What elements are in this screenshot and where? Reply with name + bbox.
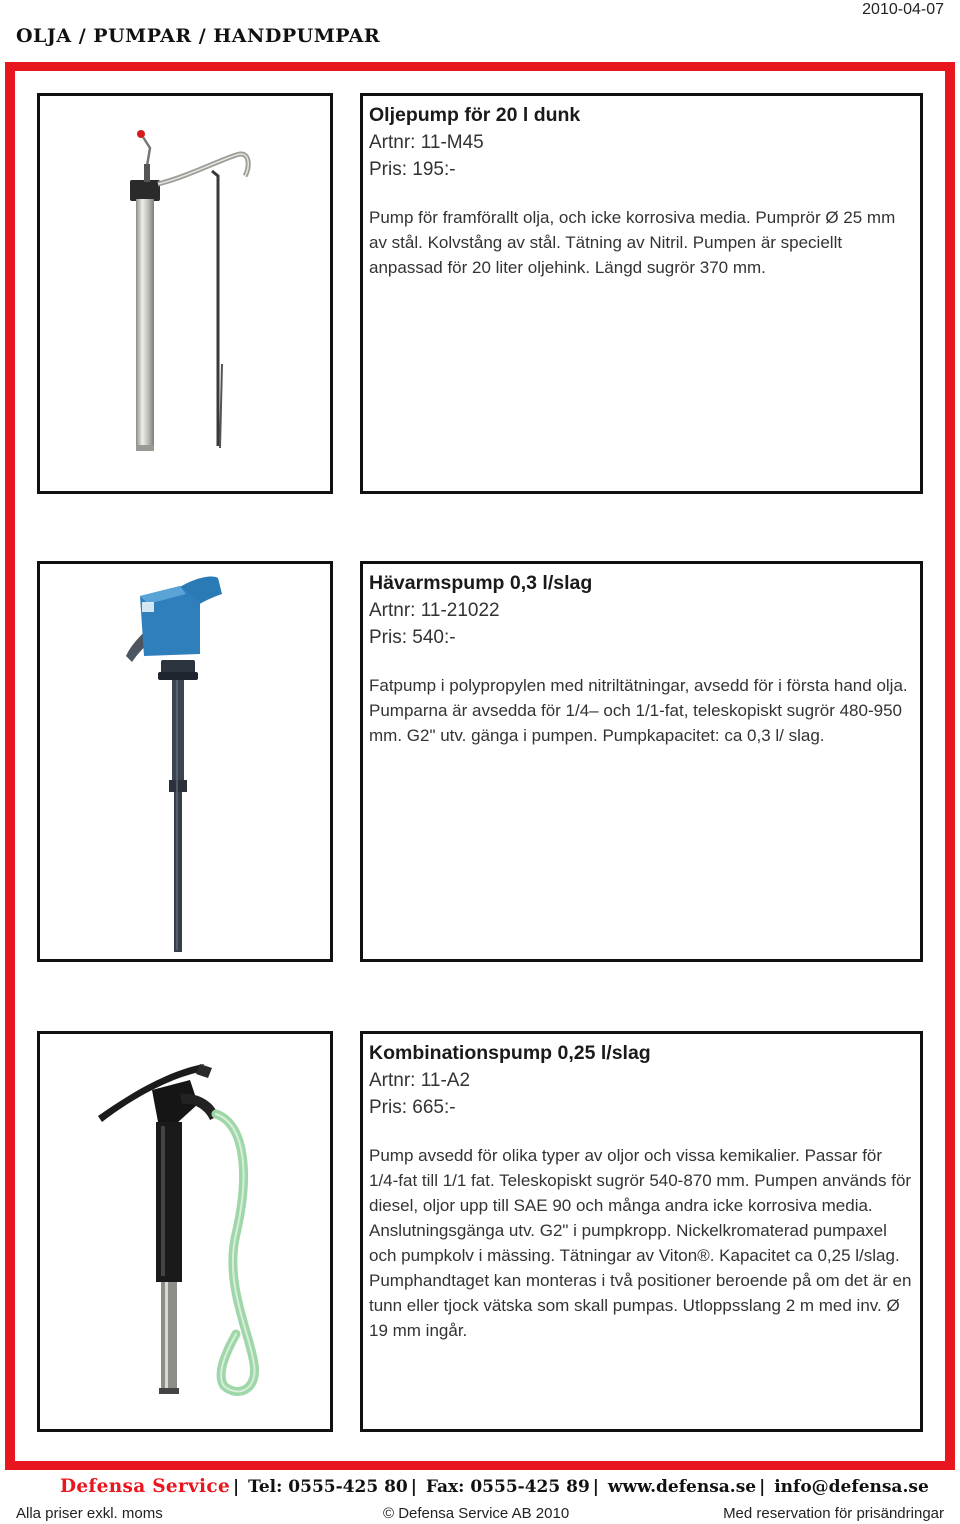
copyright: © Defensa Service AB 2010 [383,1505,570,1522]
product-name: Oljepump för 20 l dunk [369,104,581,126]
separator: | [759,1477,766,1497]
product-3-image-box [37,1031,333,1432]
price: Pris: 540:- [369,627,456,648]
product-description: Pump avsedd för olika typer av oljor och vissa kemikalier. Passar för 1/4-fat till 1/1 fat. Teleskopiskt sugrör 540-870 mm. Pumpen används för diesel, oljor upp till SAE 90 och många andra icke korrosiva media. Anslutningsgänga utv. G2" i pumpkropp. Nickelkromaterad pumpaxel och pumpkolv i mässing. Tätningar av Viton®. Kapacitet ca 0,25 l/slag. Pumphandtaget kan monteras i två positioner beroende på om det är en tunn eller tjock vätska som skall pumpas. Utloppsslang 2 m med inv. Ø 19 mm ingår. [369,1146,912,1340]
product-2-text-box [360,561,923,962]
product-1-image-box [37,93,333,494]
article-number: Artnr: 11-21022 [369,600,500,621]
separator: | [592,1477,599,1497]
product-description: Pump för framförallt olja, och icke korrosiva media. Pumprör Ø 25 mm av stål. Kolvstång av stål. Tätning av Nitril. Pumpen är speciellt anpassad för 20 liter oljehink. Längd sugrör 370 mm. [369,208,896,277]
document-date: 2010-04-07 [862,1,944,18]
price: Pris: 195:- [369,159,456,180]
separator: | [410,1477,417,1497]
product-3-text-box [360,1031,923,1432]
article-number: Artnr: 11-A2 [369,1070,471,1091]
page-title: OLJA / PUMPAR / HANDPUMPAR [16,25,381,47]
lever-pump-image [40,564,330,959]
website-link[interactable]: www.defensa.se [607,1477,757,1497]
vat-note: Alla priser exkl. moms [16,1505,163,1522]
separator: | [233,1477,240,1497]
price: Pris: 665:- [369,1097,456,1118]
product-1-text-box [360,93,923,494]
company-name: Defensa Service [60,1476,231,1497]
product-name: Kombinationspump 0,25 l/slag [369,1042,651,1064]
product-description: Fatpump i polypropylen med nitriltätningar, avsedd för i första hand olja. Pumparna är avsedda för 1/4– och 1/1-fat, teleskopiskt sugrör 480-950 mm. G2" utv. gänga i pumpen. Pumpkapacitet: ca 0,3 l/ slag. [369,676,908,745]
product-2-image-box [37,561,333,962]
email-link[interactable]: info@defensa.se [774,1477,929,1497]
product-name: Hävarmspump 0,3 l/slag [369,572,593,594]
fax-number: Fax: 0555-425 89 [425,1477,590,1497]
article-number: Artnr: 11-M45 [369,132,484,153]
combination-pump-image [40,1034,330,1429]
phone-number: Tel: 0555-425 80 [248,1477,408,1497]
contact-bar [60,1476,929,1497]
oil-pump-image [40,96,330,491]
price-reservation: Med reservation för prisändringar [723,1505,944,1522]
